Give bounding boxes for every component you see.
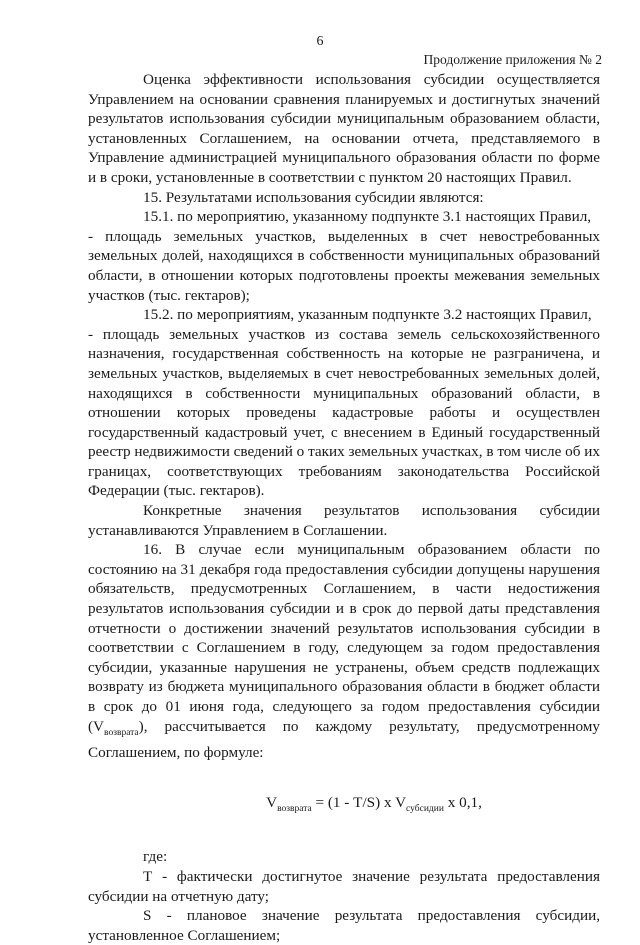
paragraph-specific-values: Конкретные значения результатов использования субсидии устанавливаются Управлением в Соглашении. [88,502,600,539]
paragraph-evaluation: Оценка эффективности использования субсидии осуществляется Управлением на основании сравнения планируемых и достигнутых значений результатов использования субсидии муниципальным образованием области, установленных Соглашением, на основании отчета, представляемого в Управление администрацией муниципального образования области по форме и в сроки, установленные в соответствии с пунктом 20 настоящих Правил. [88,71,600,186]
formula-sub-refund: возврата [277,803,312,814]
definition-t: Т - фактически достигнутое значение результата предоставления субсидии на отчетную дату; [88,868,600,905]
paragraph-16-main: 16. В случае если муниципальным образованием области по состоянию на 31 декабря года предоставления субсидии допущены нарушения обязательств, предусмотренных Соглашением, в части недостижения результатов использования субсидии и в срок до первой даты представления отчетности о достижении значений результатов использования субсидии в соответствии с Соглашением в году, следующем за годом предоставления субсидии, указанные нарушения не устранены, объем средств подлежащих возврату из бюджета муниципального образования области в бюджет области в срок до 01 июня года, следующего за годом предоставления субсидии (V [88,541,600,735]
refund-formula [88,793,600,820]
paragraph-15: 15. Результатами использования субсидии являются: [143,188,484,206]
paragraph-16-subscript: возврата [104,727,139,738]
paragraph-15-2: 15.2. по мероприятиям, указанным подпункте 3.2 настоящих Правил, [143,306,592,324]
formula-middle: = (1 - T/S) x V [311,793,407,811]
page-number: 6 [316,34,324,49]
where-label: где: [143,848,168,866]
document-body [88,70,600,945]
formula-end: x 0,1, [443,793,482,811]
paragraph-16 [88,540,600,763]
formula-sub-subsidy: субсидии [406,803,444,814]
formula-v: V [266,793,278,811]
paragraph-16-tail: ), рассчитывается по каждому результату, предусмотренному Соглашением, по формуле: [88,717,600,762]
definition-s: S - плановое значение результата предоставления субсидии, установленное Соглашением; [88,907,600,944]
paragraph-15-2-item: - площадь земельных участков из состава земель сельскохозяйственного назначения, государственная собственность на которые не разграничена, и земельных участков, выделяемых в счет невостребованных земельных долей, находящихся в собственности муниципальных образований области, в отношении которых проведены кадастровые работы и осуществлен государственный кадастровый учет, с внесением в Единый государственный реестр недвижимости сведений о таких земельных участках, в том числе об их границах, соответствующих требованиям законодательства Российской Федерации (тыс. гектаров). [88,325,600,500]
paragraph-15-1: 15.1. по мероприятию, указанному подпункте 3.1 настоящих Правил, [143,208,592,226]
paragraph-15-1-item: - площадь земельных участков, выделенных в счет невостребованных земельных долей, находящихся в собственности муниципальных образований области, в отношении которых подготовлены проекты межевания земельных участков (тыс. гектаров); [88,227,600,304]
appendix-note: Продолжение приложения № 2 [423,52,602,67]
